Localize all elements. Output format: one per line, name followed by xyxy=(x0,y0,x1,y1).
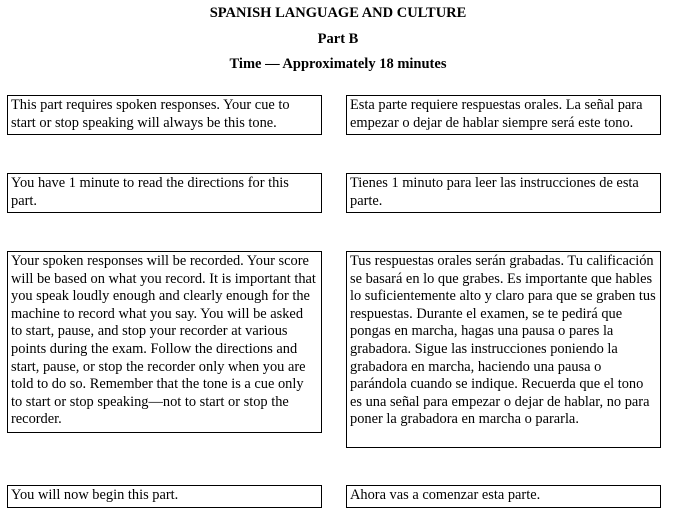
directions-spanish-recording: Tus respuestas orales serán grabadas. Tu calificación se basará en lo que grabes. Es importante que hables lo suficientemente alto y claro para que se graben tus respuestas. Durante el examen, se te pedirá que pongas en marcha, hagas una pausa o pares la grabadora. Sigue las instrucciones poniendo la grabadora en marcha, haciendo una pausa o parándola cuando se indique. Recuerda que el tono es una señal para empezar o dejar de hablar, no para poner la grabadora en marcha o pararla. xyxy=(346,251,661,448)
directions-english-recording: Your spoken responses will be recorded. Your score will be based on what you record. It is important that you speak loudly enough and clearly enough for the machine to record what you say. You will be asked to start, pause, and stop your recorder at various points during the exam. Follow the directions and start, pause, or stop the recorder only when you are told to do so. Remember that the tone is a cue only to start or stop speaking—not to start or stop the recorder. xyxy=(7,251,322,433)
directions-english-begin: You will now begin this part. xyxy=(7,485,322,508)
directions-spanish-tone: Esta parte requiere respuestas orales. La señal para empezar o dejar de hablar siempre será este tono. xyxy=(346,95,661,135)
part-label: Part B xyxy=(317,31,359,47)
time-label: Time — Approximately 18 minutes xyxy=(229,56,447,72)
directions-english-tone: This part requires spoken responses. Your cue to start or stop speaking will always be this tone. xyxy=(7,95,322,135)
directions-english-time: You have 1 minute to read the directions for this part. xyxy=(7,173,322,213)
directions-spanish-time: Tienes 1 minuto para leer las instrucciones de esta parte. xyxy=(346,173,661,213)
directions-spanish-begin: Ahora vas a comenzar esta parte. xyxy=(346,485,661,508)
section-title: SPANISH LANGUAGE AND CULTURE xyxy=(209,5,467,21)
